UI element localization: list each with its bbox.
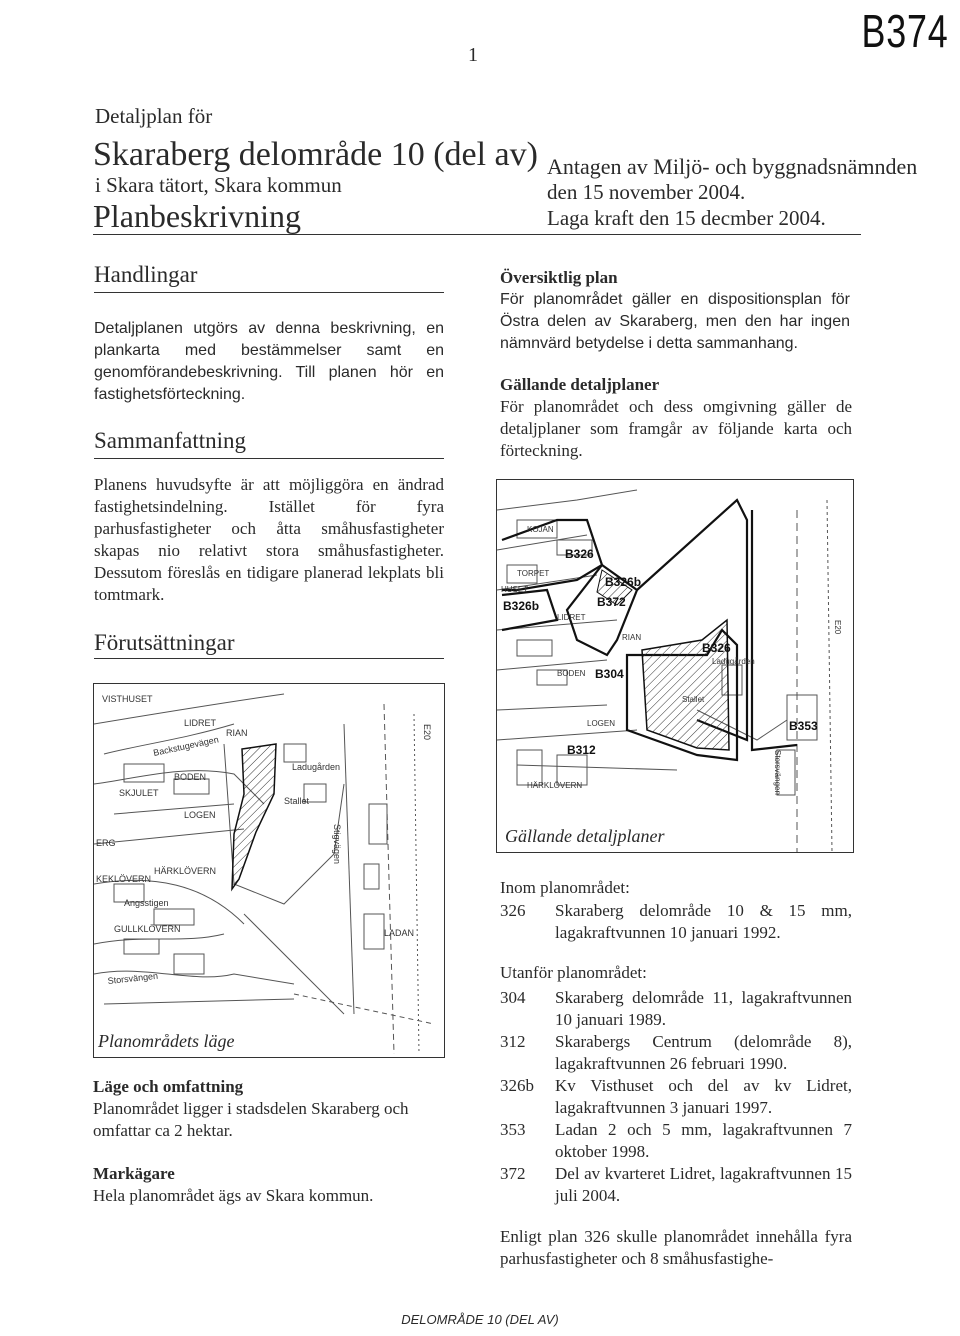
forutsattningar-rule — [94, 658, 444, 659]
plans-map-drawing — [497, 480, 853, 852]
plans-map-caption: Gällande detaljplaner — [501, 826, 668, 847]
map-label: LIDRET — [557, 613, 586, 622]
doc-type: Planbeskrivning — [93, 198, 301, 234]
map-label: E20 — [833, 620, 842, 635]
map-label: KOJAN — [527, 525, 554, 534]
map-label: SKJULET — [119, 788, 159, 798]
map-label: Stigvägen — [332, 824, 342, 865]
gallande-heading: Gällande detaljplaner — [500, 375, 660, 394]
enligt-text: Enligt plan 326 skulle planområdet innehålla fyra parhusfastigheter och 8 småhusfastighe- — [500, 1227, 852, 1268]
plan-number: 304 — [500, 988, 526, 1007]
map-label: KEKLÖVERN — [96, 874, 152, 884]
list-item — [500, 1031, 852, 1075]
map-label: ERG — [96, 838, 116, 848]
sammanfattning-heading: Sammanfattning — [94, 428, 247, 453]
location-map — [93, 683, 445, 1058]
list-item — [500, 900, 852, 944]
map-label: Backstugevägen — [152, 734, 220, 758]
plan-description: Ladan 2 och 5 mm, lagakraftvunnen 7 oktober 1998. — [555, 1120, 852, 1161]
sammanfattning-text: Planens huvudsyfte är att möjliggöra en ändrad fastighetsindelning. Istället för fyra parhusfastigheter och åtta småhusfastigheter skapas nio relativt stora småhusfastigheter. Dessutom föreslås en tidigare planerad lekplats bli tomtmark. — [94, 475, 444, 604]
map-label: HUSET — [501, 585, 529, 594]
lage-heading: Läge och omfattning — [93, 1077, 244, 1096]
plan-label: B326b — [503, 599, 540, 613]
oversiktlig-text: För planområdet gäller en dispositionsplan för Östra delen av Skaraberg, men den har ingen nämnvärd betydelse i detta sammanhang. — [500, 291, 850, 352]
adopted-line-1: Antagen av Miljö- och byggnadsnämnden — [547, 154, 918, 179]
oversiktlig-heading: Översiktlig plan — [500, 268, 618, 287]
handlingar-heading: Handlingar — [94, 262, 198, 287]
plan-label: B353 — [789, 719, 818, 733]
list-item — [500, 1119, 852, 1163]
list-item — [500, 987, 852, 1031]
gallande-text: För planområdet och dess omgivning gäller de detaljplaner som framgår av följande karta och förteckning. — [500, 397, 852, 460]
handlingar-text: Detaljplanen utgörs av denna beskrivning, en plankarta med bestämmelser samt en genomförandebeskrivning. Till planen hör en fastighetsförteckning. — [94, 320, 444, 403]
plan-description: Skaraberg delområde 10 & 15 mm, lagakraftvunnen 10 januari 1992. — [555, 901, 852, 942]
map-label: Stallet — [682, 695, 705, 704]
markagare-heading: Markägare — [93, 1164, 175, 1183]
plan-label: B326 — [565, 547, 594, 561]
map-label: TORPET — [517, 569, 550, 578]
map-label: RIAN — [622, 633, 642, 642]
map-label: HÄRKLÖVERN — [527, 781, 583, 790]
plan-description: Kv Visthuset och del av kv Lidret, lagakraftvunnen 3 januari 1997. — [555, 1076, 852, 1117]
map-label: BODEN — [557, 669, 586, 678]
page-id: B374 — [861, 5, 948, 57]
map-label: E20 — [422, 724, 432, 741]
in-force-line: Laga kraft den 15 decmber 2004. — [547, 206, 826, 230]
plan-description: Del av kvarteret Lidret, lagakraftvunnen 15 juli 2004. — [555, 1164, 852, 1205]
plan-description: Skarabergs Centrum (delområde 8), lagakraftvunnen 26 februari 1990. — [555, 1032, 852, 1073]
markagare-text: Hela planområdet ägs av Skara kommun. — [93, 1186, 374, 1205]
inom-list — [500, 900, 852, 944]
map-label: VISTHUSET — [102, 694, 153, 704]
plan-number: 326 — [500, 901, 526, 920]
map-label: HÄRKLÖVERN — [154, 866, 217, 876]
plan-label: B312 — [567, 743, 596, 757]
map-label: Stallet — [284, 796, 310, 806]
adopted-line-2: den 15 november 2004. — [547, 180, 746, 204]
plan-number: 353 — [500, 1120, 526, 1139]
plan-label: B372 — [597, 595, 626, 609]
location-map-drawing — [94, 684, 444, 1057]
plan-area — [232, 744, 276, 889]
map-label: Ladugården — [712, 657, 755, 666]
map-label: Angsstigen — [124, 898, 169, 908]
page-number: 1 — [468, 44, 478, 66]
location-map-caption: Planområdets läge — [94, 1029, 239, 1054]
list-item — [500, 1075, 852, 1119]
map-label: Storsvängen — [773, 750, 782, 795]
map-label: LOGEN — [587, 719, 616, 728]
map-label: Ladugården — [292, 762, 341, 772]
forutsattningar-heading: Förutsättningar — [94, 630, 235, 655]
document-title: Skaraberg delområde 10 (del av) — [93, 136, 538, 173]
list-item — [500, 1163, 852, 1207]
plan-number: 372 — [500, 1164, 526, 1183]
plan-label: B304 — [595, 667, 624, 681]
map-label: GULLKLÖVERN — [114, 924, 181, 934]
handlingar-rule — [94, 292, 444, 293]
utanfor-list — [500, 987, 852, 1207]
plan-description: Skaraberg delområde 11, lagakraftvunnen 10 januari 1989. — [555, 988, 852, 1029]
plan-label: B326b — [605, 575, 642, 589]
map-label: Storsvängen — [107, 970, 159, 986]
pre-title: Detaljplan för — [95, 104, 213, 128]
map-label: RIAN — [226, 728, 248, 738]
plan-label: B326 — [702, 641, 731, 655]
plan-number: 312 — [500, 1032, 526, 1051]
map-label: BODEN — [174, 772, 207, 782]
header-rule — [93, 234, 861, 235]
footer-text: DELOMRÅDE 10 (DEL AV) — [401, 1312, 559, 1327]
inom-heading: Inom planområdet: — [500, 878, 630, 897]
map-label: LOGEN — [184, 810, 216, 820]
plan-number: 326b — [500, 1076, 534, 1095]
plan-area-current — [642, 620, 729, 750]
sammanfattning-rule — [94, 458, 444, 459]
location-line: i Skara tätort, Skara kommun — [95, 173, 342, 197]
plans-map — [496, 479, 854, 853]
map-label: LADAN — [384, 928, 415, 938]
lage-text: Planområdet ligger i stadsdelen Skaraberg och omfattar ca 2 hektar. — [93, 1099, 409, 1140]
utanfor-heading: Utanför planområdet: — [500, 963, 647, 982]
map-label: LIDRET — [184, 718, 217, 728]
